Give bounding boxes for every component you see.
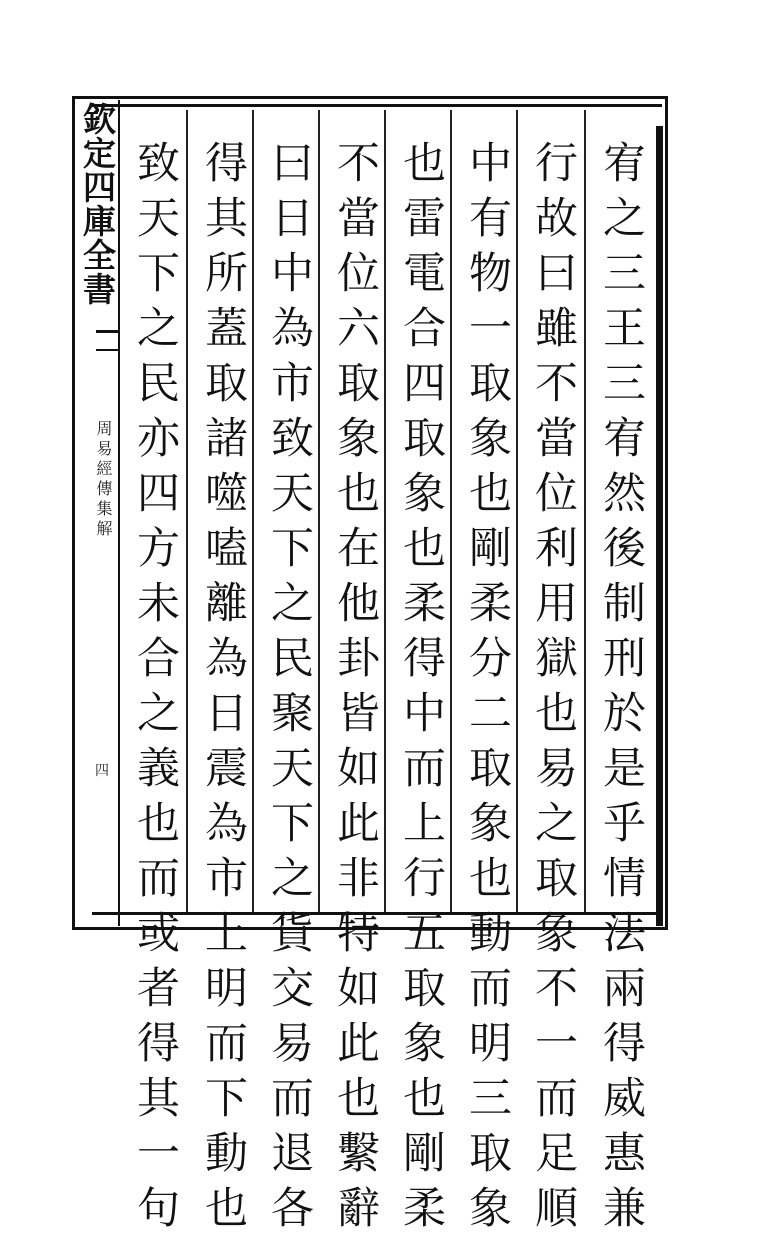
frame-right-border — [656, 126, 663, 926]
fish-tail-mark — [96, 330, 118, 351]
text-column-7: 得其所蓋取諸噬嗑離為日震為市上明而下動也 — [198, 140, 248, 1240]
text-column-2: 行故曰雖不當位利用獄也易之取象不一而足順 — [528, 140, 578, 1240]
column-rule — [516, 110, 518, 912]
column-rule — [584, 110, 586, 912]
text-column-3: 中有物一取象也剛柔分二取象也動而明三取象 — [462, 140, 512, 1240]
column-rule — [252, 110, 254, 912]
column-rule — [186, 110, 188, 912]
text-column-4: 也雷電合四取象也柔得中而上行五取象也剛柔 — [396, 140, 446, 1240]
text-column-1: 宥之三王三宥然後制刑於是乎情法兩得威惠兼 — [596, 140, 646, 1240]
book-title: 欽定四庫全書 — [78, 102, 117, 306]
section-title: 周易經傳集解 — [94, 420, 113, 540]
margin-divider — [118, 100, 120, 926]
column-rule — [450, 110, 452, 912]
text-column-6: 曰日中為市致天下之民聚天下之貨交易而退各 — [264, 140, 314, 1240]
page-number: 四 — [95, 763, 109, 779]
column-rule — [318, 110, 320, 912]
frame-top-rule — [92, 104, 662, 107]
column-rule — [384, 110, 386, 912]
text-column-5: 不當位六取象也在他卦皆如此非特如此也繫辭 — [330, 140, 380, 1240]
text-column-8: 致天下之民亦四方未合之義也而或者得其一句 — [130, 140, 180, 1240]
